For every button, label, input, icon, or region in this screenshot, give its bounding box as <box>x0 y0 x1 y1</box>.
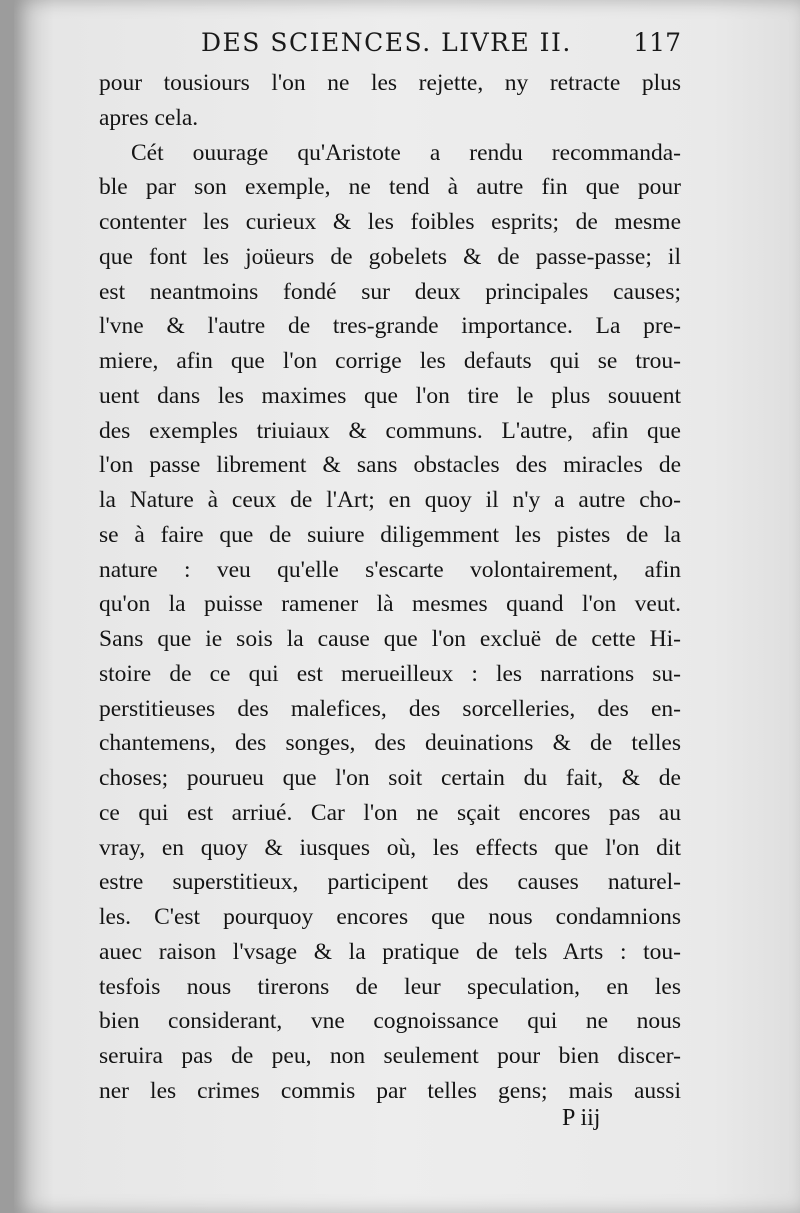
text-line: apres cela. <box>99 104 199 131</box>
body-text <box>99 66 681 1109</box>
text-line: pour tousiours l'on ne les rejette, ny retracte plus <box>99 70 681 96</box>
text-line: estre superstitieux, participent des causes naturel- <box>99 869 681 896</box>
text-line: Cét ouurage qu'Aristote a rendu recommanda- <box>131 139 681 166</box>
text-line: les. C'est pourquoy encores que nous condamnions <box>99 904 681 930</box>
text-line: vray, en quoy & iusques où, les effects que l'on dit <box>99 834 681 861</box>
text-line: est neantmoins fondé sur deux principales causes; <box>99 278 681 305</box>
text-line: tesfois nous tirerons de leur speculation, en les <box>99 973 681 1000</box>
text-line: uent dans les maximes que l'on tire le plus souuent <box>99 382 681 409</box>
text-line: des exemples triuiaux & communs. L'autre, afin que <box>99 417 681 444</box>
text-line: Sans que ie sois la cause que l'on excluë de cette Hi- <box>99 626 681 652</box>
running-head: DES SCIENCES. LIVRE II. <box>201 28 572 57</box>
text-line: bien considerant, vne cognoissance qui ne nous <box>99 1008 681 1035</box>
text-line: que font les joüeurs de gobelets & de passe-passe; il <box>99 243 681 270</box>
text-line: chantemens, des songes, des deuinations & de telles <box>99 730 681 757</box>
text-line: l'on passe librement & sans obstacles des miracles de <box>99 452 681 479</box>
text-line: contenter les curieux & les foibles esprits; de mesme <box>99 209 681 235</box>
text-line: se à faire que de suiure diligemment les pistes de la <box>99 521 681 548</box>
text-line: ble par son exemple, ne tend à autre fin que pour <box>99 174 681 201</box>
text-line: ner les crimes commis par telles gens; mais aussi <box>99 1077 681 1104</box>
text-line: la Nature à ceux de l'Art; en quoy il n'y a autre cho- <box>99 487 681 513</box>
book-page <box>14 0 800 1213</box>
text-line: seruira pas de peu, non seulement pour bien discer- <box>99 1043 681 1069</box>
page-number: 117 <box>633 28 681 57</box>
text-line: miere, afin que l'on corrige les defauts qui se trou- <box>99 348 681 374</box>
text-line: auec raison l'vsage & la pratique de tels Arts : tou- <box>99 938 681 965</box>
text-line: ce qui est arriué. Car l'on ne sçait encores pas au <box>99 799 681 826</box>
text-line: perstitieuses des malefices, des sorcelleries, des en- <box>99 695 681 722</box>
text-line: stoire de ce qui est merueilleux : les narrations su- <box>99 660 681 687</box>
text-line: nature : veu qu'elle s'escarte volontairement, afin <box>99 556 681 583</box>
text-line: choses; pourueu que l'on soit certain du fait, & de <box>99 765 681 791</box>
text-line: l'vne & l'autre de tres-grande importance. La pre- <box>99 313 681 340</box>
text-line: qu'on la puisse ramener là mesmes quand l'on veut. <box>99 591 681 618</box>
page-header <box>189 28 681 68</box>
signature-mark: P iij <box>562 1105 601 1131</box>
